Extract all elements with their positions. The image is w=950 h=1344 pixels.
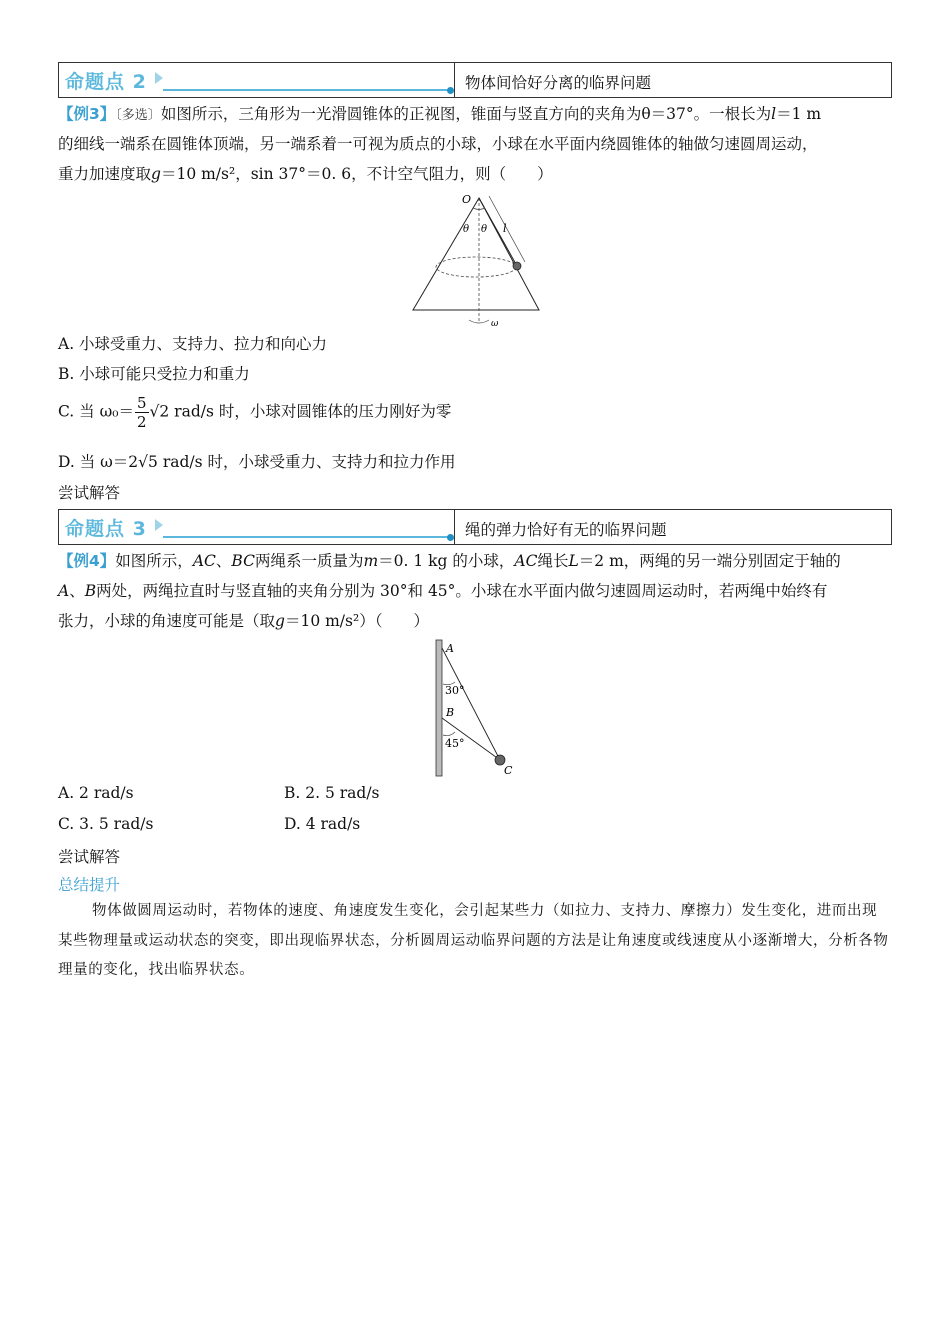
underline-decoration bbox=[163, 89, 450, 91]
label-C: C bbox=[504, 764, 513, 777]
topic-3-header bbox=[58, 509, 892, 545]
topic-badge-area bbox=[59, 510, 454, 544]
divider bbox=[454, 63, 455, 97]
rod-figure bbox=[430, 638, 525, 780]
label-theta-2: θ bbox=[481, 224, 488, 235]
topic-title: 绳的弹力恰好有无的临界问题 bbox=[465, 521, 667, 539]
example-3-line-1: 【例3】〔多选〕如图所示，三角形为一光滑圆锥体的正视图，锥面与竖直方向的夹角为θ＝37°。一根长为l＝1 m bbox=[58, 105, 822, 123]
topic-2-header bbox=[58, 62, 892, 98]
underline-decoration bbox=[163, 536, 450, 538]
option-A: A. 2 rad/s bbox=[58, 784, 134, 802]
topic-badge: 命题点 2 bbox=[65, 71, 147, 93]
label-O: O bbox=[462, 193, 472, 206]
label-l: l bbox=[503, 222, 507, 235]
option-D: D. 4 rad/s bbox=[284, 815, 361, 833]
example-tag: 【例4】 bbox=[58, 552, 116, 570]
option-A: A. 小球受重力、支持力、拉力和向心力 bbox=[58, 335, 328, 353]
cone-figure bbox=[405, 188, 550, 330]
label-theta-1: θ bbox=[463, 224, 470, 235]
label-A: A bbox=[446, 642, 454, 655]
example-4-line-3: 张力，小球的角速度可能是（取g＝10 m/s²）（ ） bbox=[58, 612, 429, 630]
example-3-line-2: 的细线一端系在圆锥体顶端，另一端系着一可视为质点的小球，小球在水平面内绕圆锥体的轴做匀速圆周运动， bbox=[58, 135, 818, 153]
summary-text: 物体做圆周运动时，若物体的速度、角速度发生变化，会引起某些力（如拉力、支持力、摩擦力）发生变化，进而出现某些物理量或运动状态的突变，即出现临界状态，分析圆周运动临界问题的方法是让角速度或线速度从小逐渐增大，分析各物理量的变化，找出临界状态。 bbox=[58, 903, 889, 978]
divider bbox=[454, 510, 455, 544]
label-30: 30° bbox=[445, 684, 465, 697]
example-4-line-1: 【例4】如图所示，AC、BC两绳系一质量为m＝0. 1 kg 的小球，AC绳长L＝2 m，两绳的另一端分别固定于轴的 bbox=[58, 552, 841, 570]
example-4-line-2: A、B两处，两绳拉直时与竖直轴的夹角分别为 30°和 45°。小球在水平面内做匀速圆周运动时，若两绳中始终有 bbox=[58, 582, 828, 600]
dot-icon bbox=[447, 87, 454, 94]
topic-badge-area bbox=[59, 63, 454, 97]
option-B: B. 小球可能只受拉力和重力 bbox=[58, 365, 250, 383]
try-answer-label: 尝试解答 bbox=[58, 848, 121, 866]
option-D: D. 当 ω＝2√5 rad/s 时，小球受重力、支持力和拉力作用 bbox=[58, 453, 456, 471]
fraction: $\frac{5}{2}$ bbox=[136, 394, 147, 431]
option-C: C. 3. 5 rad/s bbox=[58, 815, 154, 833]
play-arrow-icon bbox=[155, 72, 163, 84]
try-answer-label: 尝试解答 bbox=[58, 484, 121, 502]
example-tag: 【例3】 bbox=[58, 105, 116, 123]
summary-title: 总结提升 bbox=[58, 876, 121, 894]
topic-title: 物体间恰好分离的临界问题 bbox=[465, 74, 652, 92]
label-45: 45° bbox=[445, 737, 465, 750]
option-B: B. 2. 5 rad/s bbox=[284, 784, 380, 802]
label-omega: ω bbox=[491, 319, 499, 329]
example-3-line-3: 重力加速度取g＝10 m/s²，sin 37°＝0. 6，不计空气阻力，则（ ） bbox=[58, 165, 553, 183]
option-C: C. 当 ω₀＝ $\frac{5}{2}$ √2 rad/s 时，小球对圆锥体的压力刚好为零 bbox=[58, 394, 452, 431]
multi-select-tag: 〔多选〕 bbox=[115, 108, 161, 123]
dot-icon bbox=[447, 534, 454, 541]
topic-badge: 命题点 3 bbox=[65, 518, 147, 540]
play-arrow-icon bbox=[155, 519, 163, 531]
label-B: B bbox=[446, 706, 455, 719]
